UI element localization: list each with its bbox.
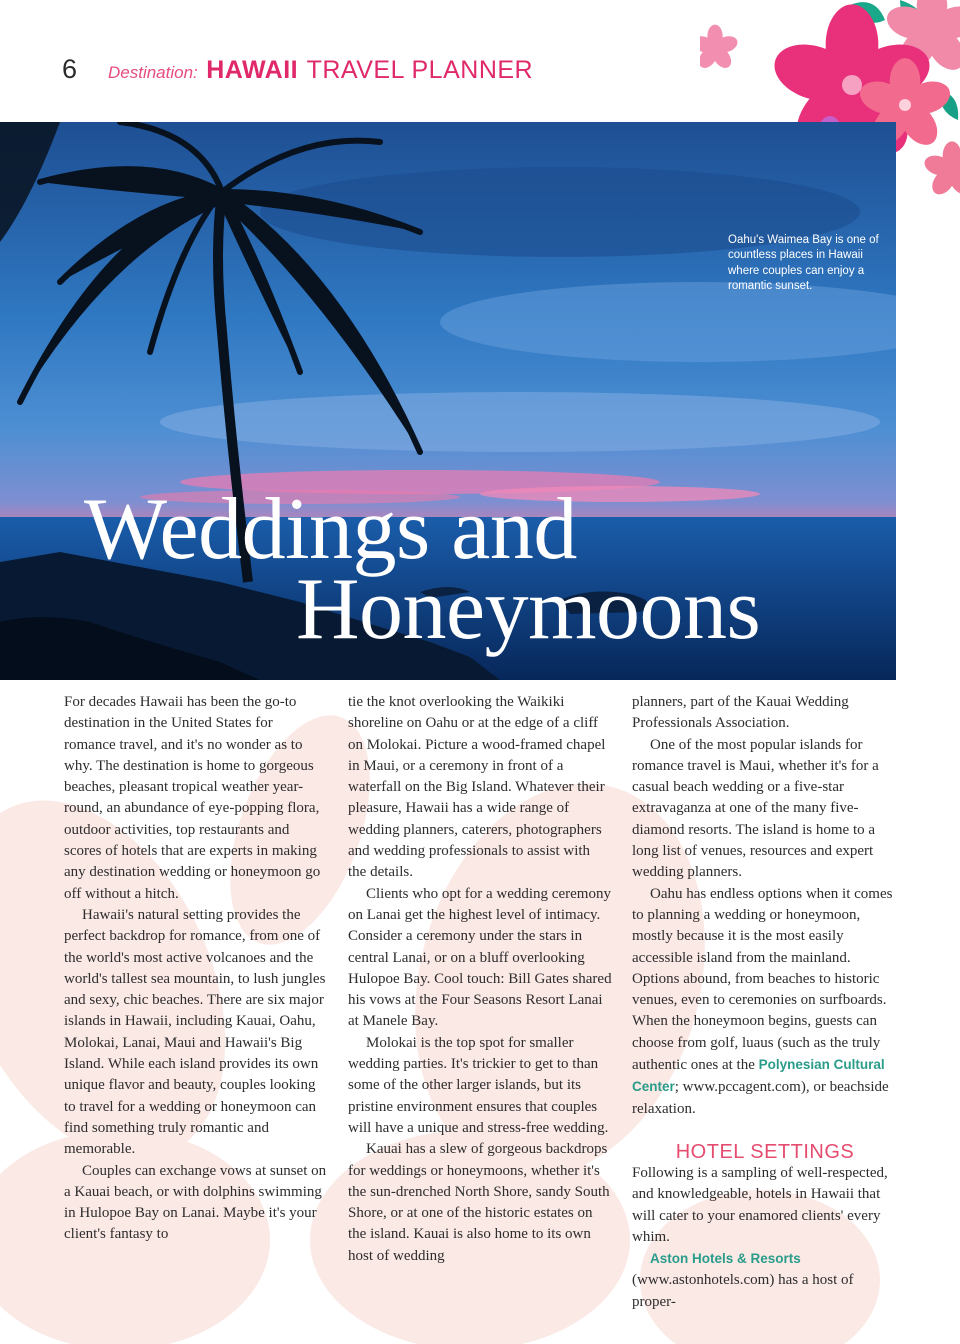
body-paragraph: Couples can exchange vows at sunset on a Kauai beach, or with dolphins swimming in Hulopoe Bay on Lanai. Maybe it's your client's fantasy to [64, 1162, 327, 1243]
body-paragraph [632, 884, 898, 1120]
body-paragraph: For decades Hawaii has been the go-to destination in the United States for romance travel, and it's no wonder as to why. The destination is home to gorgeous beaches, pleasant tropical weather year-round, an abundance of eye-popping flora, outdoor activities, top restaurants and scores of hotels that are experts in making any destination wedding or honeymoon go off without a hitch. [64, 694, 321, 902]
article-column-1 [64, 692, 328, 1246]
section-subhead: HOTEL SETTINGS [675, 1140, 855, 1163]
running-header [108, 56, 533, 85]
body-text: Oahu has endless options when it comes to planning a wedding or honeymoon, mostly because it is the most easily accessible island from the mainland. Options abound, from beaches to historic venues, even to ceremonies on surfboards. When the honeymoon begins, guests can choose from golf, luaus (such as the truly authentic ones at the [632, 885, 893, 1074]
article-column-3 [632, 692, 898, 1313]
body-paragraph: Hawaii's natural setting provides the perfect backdrop for romance, from one of the world's most active volcanoes and the world's tallest sea mountain, to lush jungles and sexy, chic beaches. There are six major islands in Hawaii, including Kauai, Oahu, Molokai, Lanai, Maui and Hawaii's Big Island. While each island provides its own unique flavor and beauty, couples looking to travel for a wedding or honeymoon can find something truly romantic and memorable. [64, 906, 326, 1158]
article-title-line2: Honeymoons [296, 561, 761, 658]
body-paragraph: planners, part of the Kauai Wedding Professionals Association. [632, 694, 849, 732]
page-number: 6 [62, 54, 78, 84]
article-title-line1: Weddings and [84, 481, 577, 578]
article-column-2 [348, 692, 612, 1267]
header-hawaii: HAWAII [206, 56, 299, 84]
body-text: ; www.pccagent.com), or beachside relaxation. [632, 1079, 889, 1117]
body-paragraph: Clients who opt for a wedding ceremony on Lanai get the highest level of intimacy. Consider a ceremony under the stars in central Lanai, or on a bluff overlooking Hulopoe Bay. Cool touch: Bill Gates shared his vows at the Four Seasons Resort Lanai at Manele Bay. [348, 885, 612, 1030]
body-text: (www.astonhotels.com) has a host of proper- [632, 1272, 854, 1310]
body-paragraph: One of the most popular islands for romance travel is Maui, whether it's for a casual beach wedding or a five-star extravaganza at one of the many five-diamond resorts. The island is home to a long list of venues, resources and expert wedding planners. [632, 736, 879, 881]
polynesian-cultural-center-link[interactable]: Polynesian Cultural Center [632, 1057, 885, 1095]
header-travel-planner: TRAVEL PLANNER [306, 56, 534, 84]
body-paragraph: tie the knot overlooking the Waikiki shoreline on Oahu or at the edge of a cliff on Molokai. Picture a wood-framed chapel in Maui, or a ceremony in front of a waterfall on the Big Island. Whatever their pleasure, Hawaii has a wide range of wedding planners, caterers, photographers and wedding professionals to assist with the details. [348, 694, 606, 881]
photo-caption: Oahu's Waimea Bay is one of countless places in Hawaii where couples can enjoy a romantic sunset. [728, 234, 879, 292]
body-paragraph: Molokai is the top spot for smaller wedding parties. It's trickier to get to than some of the other larger islands, but its pristine environment ensures that couples will have a unique and stress-free wedding. [348, 1034, 609, 1136]
body-paragraph [632, 1248, 898, 1313]
header-destination: Destination: [108, 63, 198, 82]
body-paragraph: Following is a sampling of well-respected, and knowledgeable, hotels in Hawaii that will cater to your enamored clients' every whim. [632, 1164, 888, 1245]
aston-hotels-link[interactable]: Aston Hotels & Resorts [650, 1251, 801, 1267]
body-paragraph: Kauai has a slew of gorgeous backdrops for weddings or honeymoons, whether it's the sun-drenched North Shore, sandy South Shore, or at one of the historic estates on the island. Kauai is also home to its own host of wedding [348, 1141, 610, 1264]
